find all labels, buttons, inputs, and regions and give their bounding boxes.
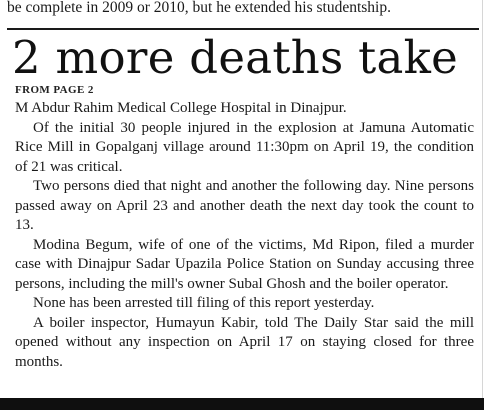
- article-body: [15, 99, 474, 372]
- paragraph-2: Of the initial 30 people injured in the explosion at Jamuna Automatic Rice Mill in Gopalganj village around 11:30pm on April 19, the condition of 21 was critical.: [15, 119, 474, 175]
- paragraph-1: M Abdur Rahim Medical College Hospital in Dinajpur.: [15, 100, 347, 116]
- paragraph-3: Two persons died that night and another the following day. Nine persons passed away on April 23 and another death the next day took the count to 13.: [15, 178, 474, 233]
- bottom-edge-bar: [0, 398, 484, 410]
- continuation-label: FROM PAGE 2: [15, 84, 94, 96]
- previous-article-fragment: be complete in 2009 or 2010, but he extended his studentship.: [7, 0, 391, 16]
- paragraph-4: Modina Begum, wife of one of the victims, Md Ripon, filed a murder case with Dinajpur Sadar Upazila Police Station on Sunday accusing three persons, including the mill's owner Subal Ghosh and the boiler operator.: [15, 236, 474, 292]
- headline: 2 more deaths take: [12, 31, 459, 84]
- column-edge: [482, 0, 483, 410]
- paragraph-5: None has been arrested till filing of this report yesterday.: [33, 295, 375, 311]
- paragraph-6: A boiler inspector, Humayun Kabir, told The Daily Star said the mill opened without any inspection on April 17 on staying closed for three months.: [15, 314, 474, 370]
